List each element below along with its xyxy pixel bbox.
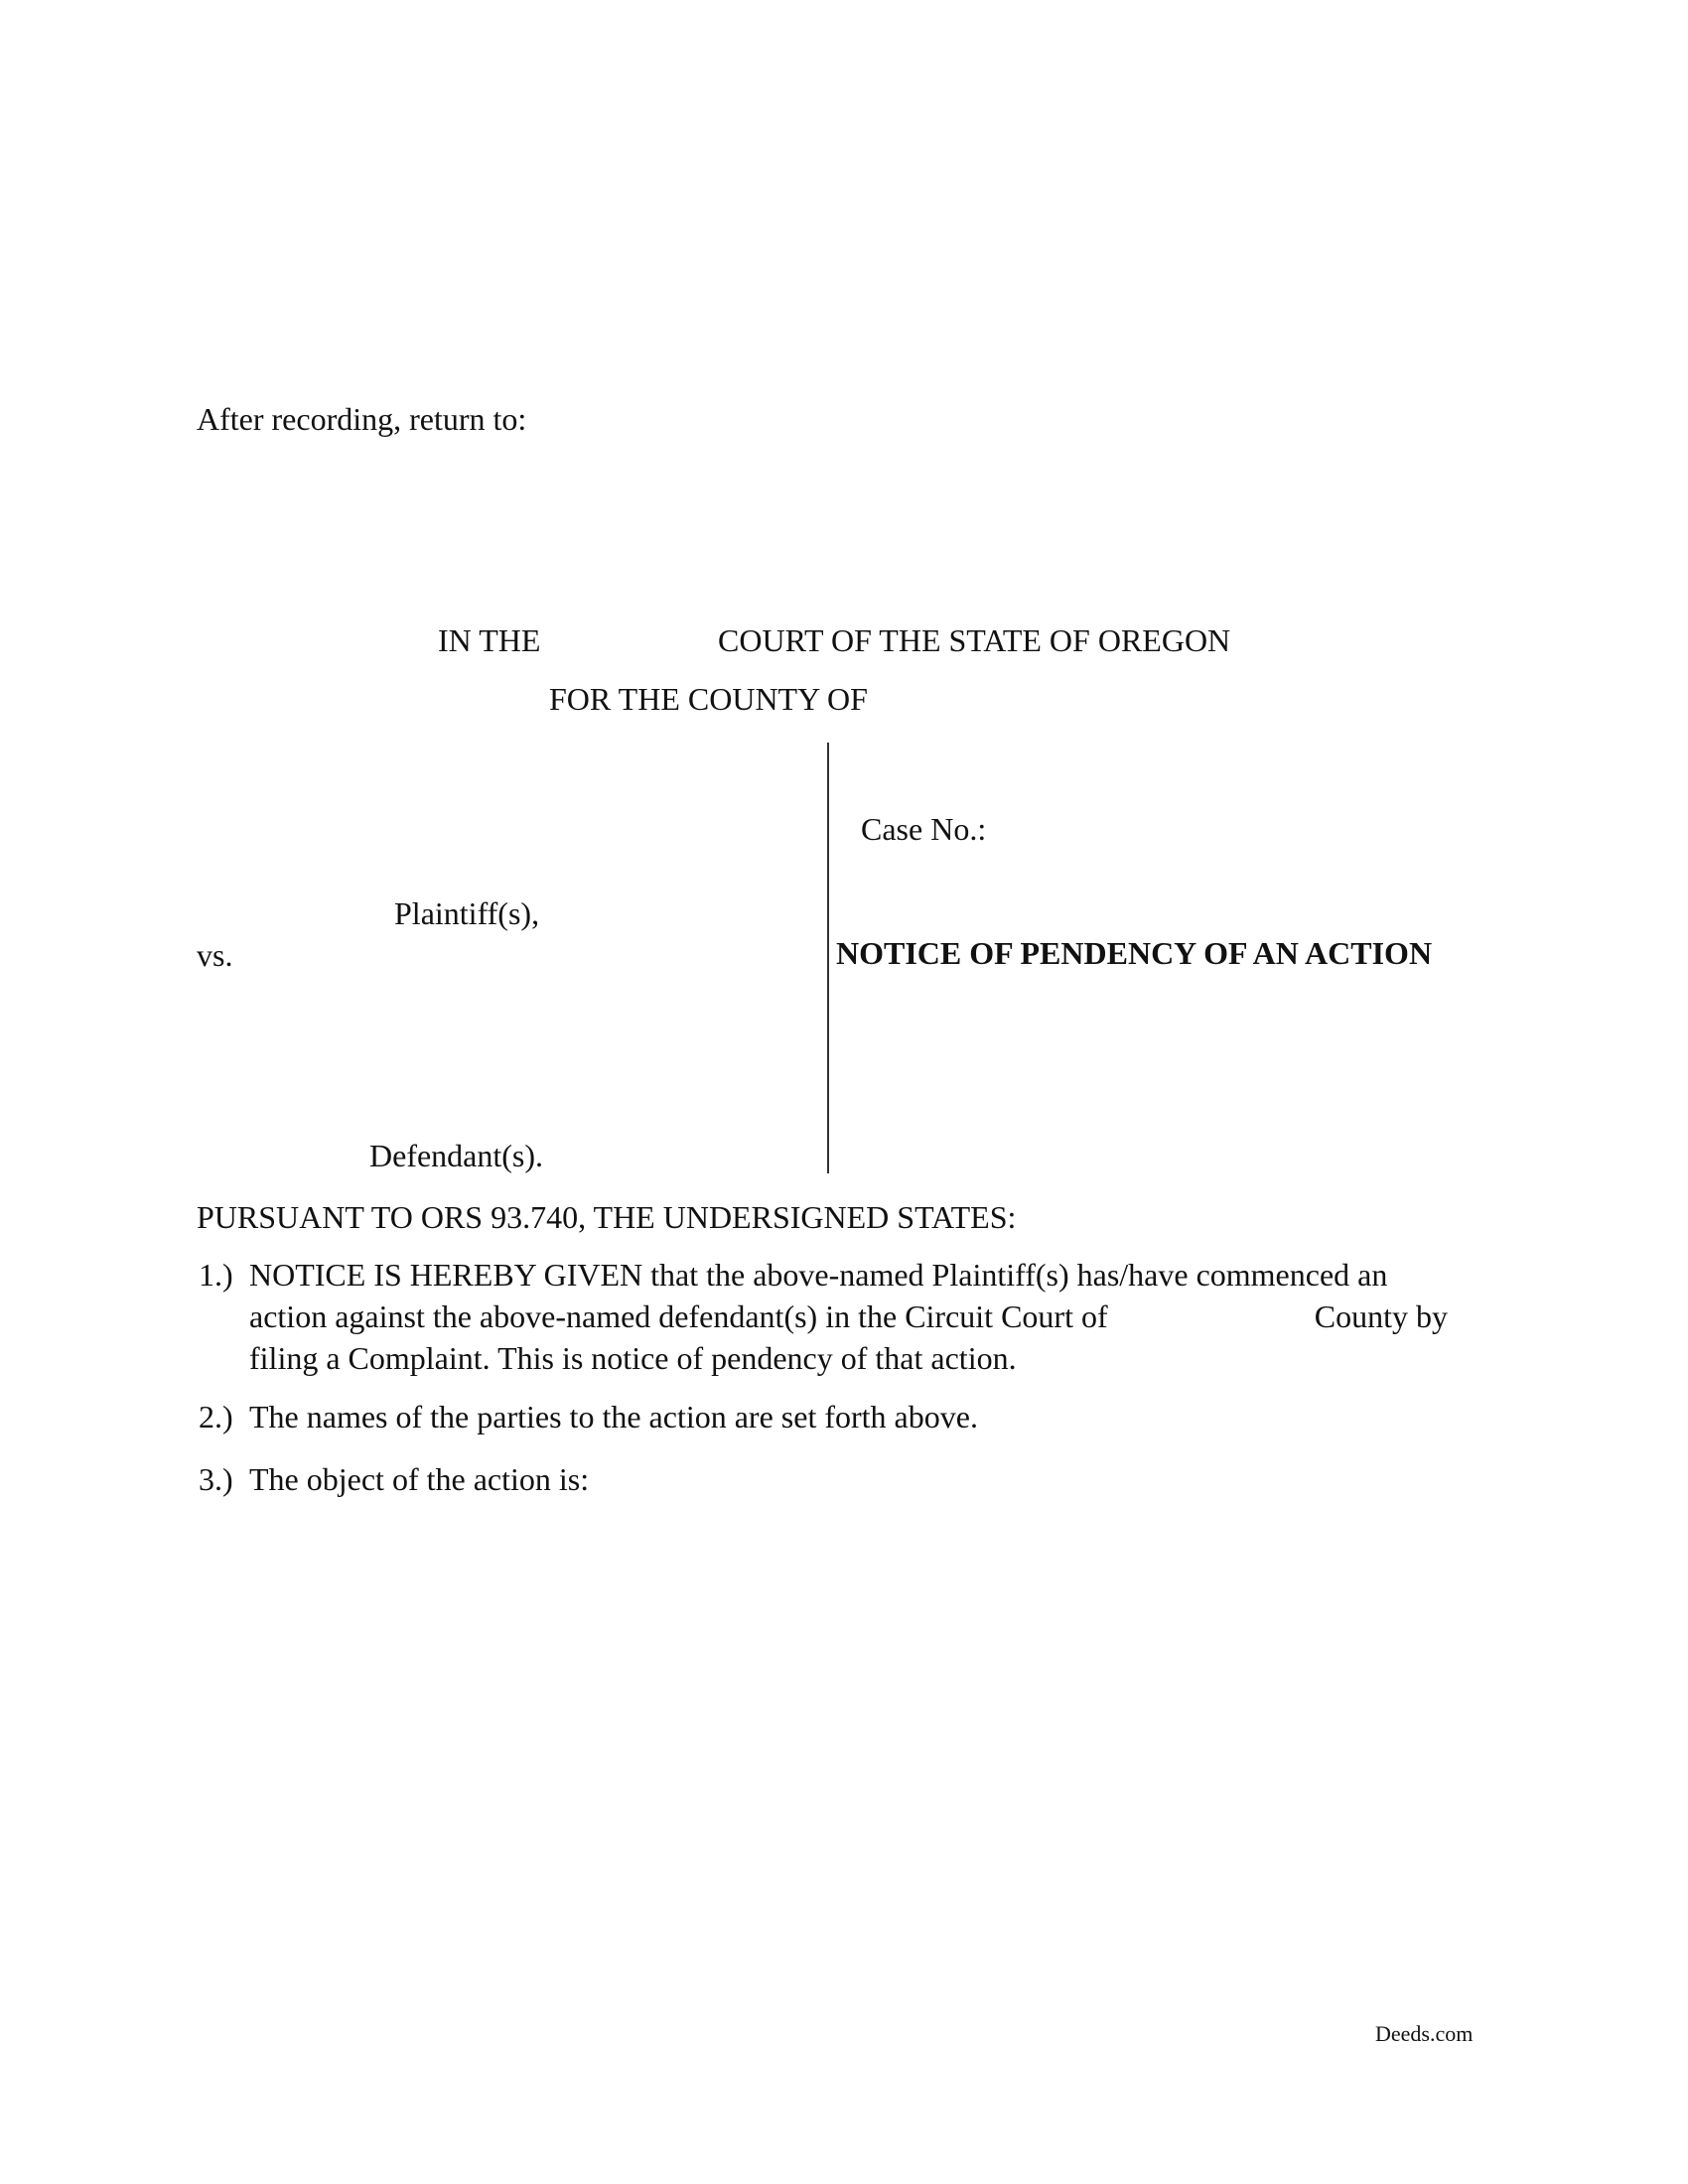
document-title: NOTICE OF PENDENCY OF AN ACTION [836,935,1433,971]
plaintiffs-label: Plaintiff(s), [394,895,540,931]
pursuant-statement: PURSUANT TO ORS 93.740, THE UNDERSIGNED STATES: [197,1199,1017,1235]
numbered-item-1 [199,1254,1489,1379]
item-number: 3.) [199,1461,233,1497]
versus-label: vs. [197,937,233,973]
item-1-line-2 [249,1296,1448,1337]
numbered-item-3 [199,1458,1489,1500]
court-of-state: COURT OF THE STATE OF OREGON [718,622,1231,658]
item-1-line-2-left: action against the above-named defendant(s) in the Circuit Court of [249,1298,1108,1334]
footer-brand: Deeds.com [1375,2021,1474,2046]
case-number-label: Case No.: [861,811,987,847]
return-to-label: After recording, return to: [197,401,527,437]
numbered-item-2 [199,1396,1489,1437]
for-county-label: FOR THE COUNTY OF [549,681,868,717]
county-blank [1108,1296,1315,1337]
caption-divider [827,743,829,1173]
item-1-line-2-right: County by [1314,1298,1448,1334]
item-2-text: The names of the parties to the action are set forth above. [249,1399,978,1434]
item-number: 1.) [199,1257,233,1293]
item-3-text: The object of the action is: [249,1461,590,1497]
item-1-line-3: filing a Complaint. This is notice of pendency of that action. [249,1340,1017,1376]
court-in-the: IN THE [438,622,541,658]
defendants-label: Defendant(s). [369,1138,544,1173]
item-1-line-1: NOTICE IS HEREBY GIVEN that the above-named Plaintiff(s) has/have commenced an [249,1257,1388,1293]
item-number: 2.) [199,1399,233,1434]
